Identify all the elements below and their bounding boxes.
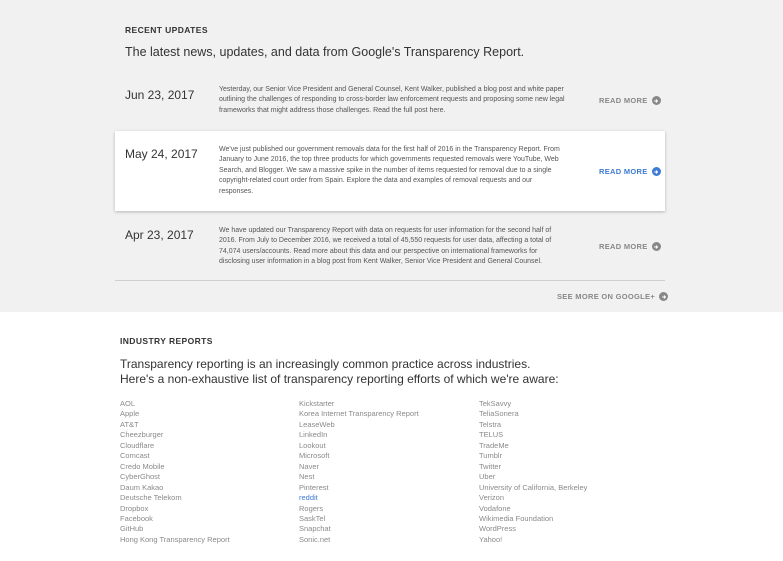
see-more-google-plus-link[interactable]: SEE MORE ON GOOGLE+ — [557, 292, 668, 301]
report-link[interactable]: Sonic.net — [299, 534, 331, 544]
report-link[interactable]: Nest — [299, 472, 315, 482]
report-link[interactable]: Naver — [299, 461, 320, 471]
report-link[interactable]: Wikimedia Foundation — [479, 513, 554, 523]
update-text: We've just published our government removals data for the first half of 2016 in the Transparency Report. From January to June 2016, the top three products for which governments requested removals were YouTube, Web Search, and Blogger. We saw a massive spike in the number of items requested for removal due to a single copyright-related court order from Spain. Explore the data and examples of removal requests and our responses. — [219, 146, 560, 195]
report-link[interactable]: Tumblr — [479, 451, 503, 461]
update-item — [115, 78, 665, 124]
report-link[interactable]: Microsoft — [299, 451, 330, 461]
report-link[interactable]: Hong Kong Transparency Report — [120, 534, 230, 544]
update-text: Yesterday, our Senior Vice President and General Counsel, Kent Walker, published a blog post and white paper outlining the challenges of responding to cross-border law enforcement requests and proposing some new legal frameworks that might address those challenges. Read the full post here. — [219, 86, 565, 114]
update-date: Jun 23, 2017 — [125, 88, 195, 102]
report-link[interactable]: Comcast — [120, 451, 150, 461]
report-link[interactable]: Facebook — [120, 513, 153, 523]
update-text: We have updated our Transparency Report with data on requests for user information for the second half of 2016. From July to December 2016, we received a total of 45,550 requests for user data, affecting a total of 74,074 users/accounts. Read more about this data and our perspective on international frameworks for disclosing user information in a blog post from Kent Walker, Senior Vice President and General Counsel. — [219, 227, 552, 266]
report-link[interactable]: TekSavvy — [479, 399, 512, 408]
update-item-active — [115, 131, 665, 211]
report-link[interactable]: University of California, Berkeley — [479, 482, 588, 492]
report-link[interactable]: Credo Mobile — [120, 461, 165, 471]
arrow-right-icon — [659, 292, 668, 301]
arrow-right-icon — [652, 242, 661, 251]
divider — [115, 280, 665, 281]
reports-column-2 — [299, 399, 419, 545]
report-link[interactable]: SaskTel — [299, 513, 326, 523]
report-link[interactable]: Telstra — [479, 419, 502, 429]
report-link[interactable]: WordPress — [479, 524, 516, 534]
report-link[interactable]: Lookout — [299, 440, 326, 450]
report-link[interactable]: CyberGhost — [120, 472, 161, 482]
report-link[interactable]: Yahoo! — [479, 534, 503, 544]
update-date: Apr 23, 2017 — [125, 228, 194, 242]
report-link[interactable]: Vodafone — [479, 503, 511, 513]
report-link[interactable]: Rogers — [299, 503, 324, 513]
update-item — [115, 218, 665, 274]
report-link[interactable]: LinkedIn — [299, 430, 328, 440]
report-link[interactable]: Snapchat — [299, 524, 331, 534]
report-link[interactable]: Cloudflare — [120, 440, 155, 450]
recent-updates-heading: The latest news, updates, and data from Google's Transparency Report. — [125, 45, 525, 59]
report-link[interactable]: TELUS — [479, 430, 504, 440]
reports-column-1 — [120, 399, 230, 545]
report-link[interactable]: Kickstarter — [299, 399, 335, 408]
report-link[interactable]: TeliaSonera — [479, 409, 519, 419]
arrow-right-icon — [652, 167, 661, 176]
recent-updates-label: RECENT UPDATES — [125, 25, 208, 35]
reports-column-3 — [479, 399, 587, 545]
read-more-link[interactable]: READ MORE — [599, 167, 661, 176]
report-link[interactable]: Verizon — [479, 493, 505, 503]
report-link[interactable]: Dropbox — [120, 503, 149, 513]
report-link[interactable]: Uber — [479, 472, 496, 482]
read-more-link[interactable]: READ MORE — [599, 242, 661, 251]
report-link[interactable]: TradeMe — [479, 440, 509, 450]
industry-reports-heading: Transparency reporting is an increasingly common practice across industries. Here's a non-exhaustive list of transparency reporting efforts of which we're aware: — [120, 357, 559, 386]
report-link[interactable]: Daum Kakao — [120, 482, 164, 492]
report-link[interactable]: Korea Internet Transparency Report — [299, 409, 419, 419]
report-link[interactable]: GitHub — [120, 524, 144, 534]
report-link[interactable]: AT&T — [120, 419, 139, 429]
report-link[interactable]: LeaseWeb — [299, 419, 335, 429]
arrow-right-icon — [652, 96, 661, 105]
report-link[interactable]: Deutsche Telekom — [120, 493, 182, 503]
update-date: May 24, 2017 — [125, 147, 198, 161]
report-link[interactable]: Pinterest — [299, 482, 329, 492]
report-link[interactable]: AOL — [120, 399, 136, 408]
report-link[interactable]: Twitter — [479, 461, 502, 471]
industry-reports-label: INDUSTRY REPORTS — [120, 336, 213, 346]
report-link[interactable]: Apple — [120, 409, 140, 419]
read-more-link[interactable]: READ MORE — [599, 96, 661, 105]
report-link[interactable]: Cheezburger — [120, 430, 164, 440]
report-link-reddit[interactable]: reddit — [299, 493, 318, 503]
